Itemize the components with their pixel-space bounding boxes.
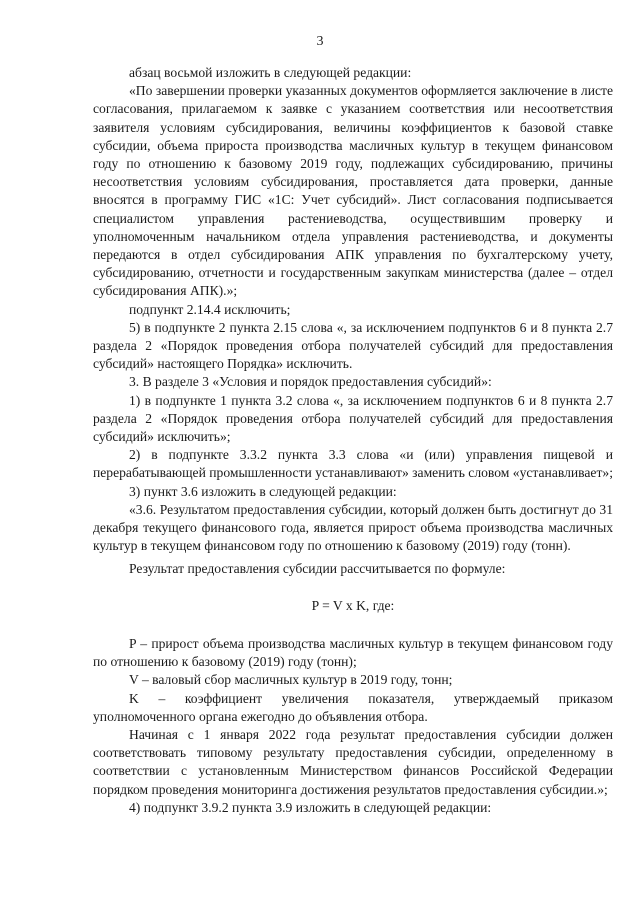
page-number: 3: [316, 34, 324, 49]
document-body: [93, 64, 613, 817]
paragraph: 2) в подпункте 3.3.2 пункта 3.3 слова «и (или) управления пищевой и перерабатывающей промышленности устанавливают» заменить словом «устанавливает»;: [93, 447, 613, 481]
paragraph: «По завершении проверки указанных документов оформляется заключение в листе согласования, прилагаемом к заявке с указанием соответствия или несоответствия заявителя условиям субсидирования, величины коэффициентов к базовой ставке субсидии, объема прироста производства масличных культур в текущем финансовом году по отношению к базовому 2019 году, подлежащих субсидированию, причины несоответствия условиям субсидирования, проставляется дата проверки, данные вносятся в программу ГИС «1С: Учет субсидий». Лист согласования подписывается специалистом управления растениеводства, осуществившим проверку и уполномоченным начальником отдела управления растениеводства, и документы передаются в отдел субсидирования АПК управления по бухгалтерскому учету, субсидированию, отчетности и государственным закупкам министерства (далее – отдел субсидирования АПК).»;: [93, 83, 613, 299]
paragraph: 4) подпункт 3.9.2 пункта 3.9 изложить в следующей редакции:: [129, 799, 492, 815]
paragraph: Начиная с 1 января 2022 года результат предоставления субсидии должен соответствовать типовому результату предоставления субсидии, определенному в соответствии с установленным Министерством финансов Российской Федерации порядком проведения мониторинга достижения результатов предоставления субсидии.»;: [93, 726, 613, 797]
paragraph: подпункт 2.14.4 исключить;: [129, 301, 291, 317]
formula: P = V x K, где:: [311, 597, 395, 613]
paragraph: V – валовый сбор масличных культур в 2019 году, тонн;: [129, 672, 453, 688]
paragraph: 3. В разделе 3 «Условия и порядок предоставления субсидий»:: [129, 374, 492, 390]
paragraph: 1) в подпункте 1 пункта 3.2 слова «, за исключением подпунктов 6 и 8 пункта 2.7 раздела 2 «Порядок проведения отбора получателей субсидий для предоставления субсидий» исключить»;: [93, 392, 613, 445]
paragraph: «3.6. Результатом предоставления субсидии, который должен быть достигнут до 31 декабря текущего финансового года, является прирост объема производства масличных культур в текущем финансовом году по отношению к базовому (2019) году (тонн).: [93, 501, 613, 554]
paragraph: Результат предоставления субсидии рассчитывается по формуле:: [129, 561, 506, 577]
paragraph: 5) в подпункте 2 пункта 2.15 слова «, за исключением подпунктов 6 и 8 пункта 2.7 раздела 2 «Порядок проведения отбора получателей субсидий для предоставления субсидий» настоящего Порядка» исключить.: [93, 319, 613, 372]
paragraph: абзац восьмой изложить в следующей редакции:: [129, 65, 412, 80]
paragraph: K – коэффициент увеличения показателя, утверждаемый приказом уполномоченного органа ежегодно до объявления отбора.: [93, 690, 613, 724]
paragraph: P – прирост объема производства масличных культур в текущем финансовом году по отношению к базовому (2019) году (тонн);: [93, 635, 613, 670]
paragraph: 3) пункт 3.6 изложить в следующей редакции:: [129, 483, 397, 499]
